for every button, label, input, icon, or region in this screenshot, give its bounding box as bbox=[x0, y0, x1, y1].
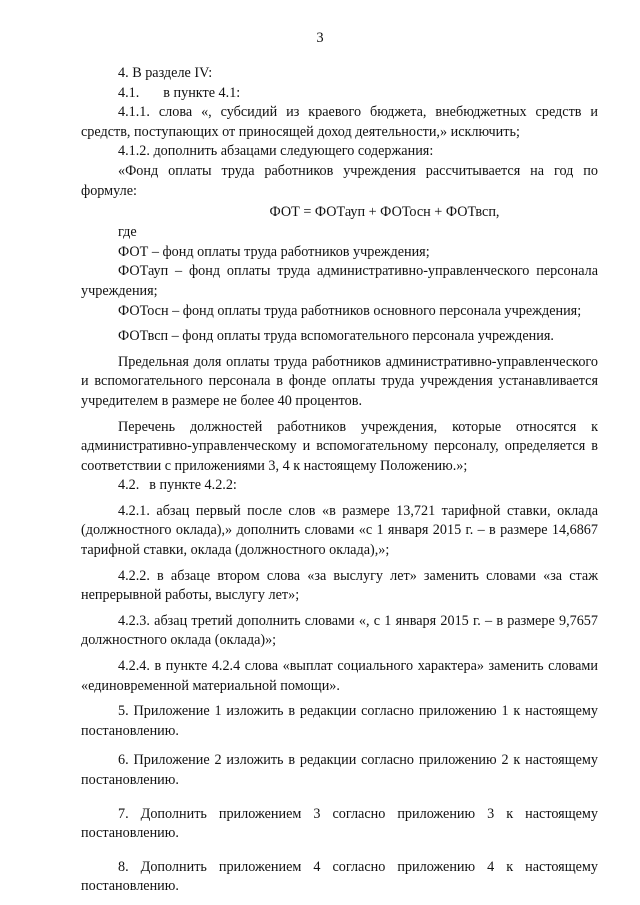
positions-list-paragraph: Перечень должностей работников учреждения, которые относятся к административно-управленческому и вспомогательному персоналу, определяется в соответствии с приложениями 3, 4 к настоящему Положению.»; bbox=[81, 418, 598, 474]
clause-8: 8. Дополнить приложением 4 согласно приложению 4 к настоящему постановлению. bbox=[81, 858, 598, 895]
clause-4-1-1: 4.1.1. слова «, субсидий из краевого бюджета, внебюджетных средств и средств, поступающих от приносящей доход деятельности,» исключить; bbox=[81, 104, 598, 140]
definition-fot-aup: ФОТауп – фонд оплаты труда административно-управленческого персонала учреждения; bbox=[81, 263, 598, 299]
clause-4-2 bbox=[81, 476, 598, 496]
document-body bbox=[81, 64, 598, 897]
clause-number: 4.2. bbox=[118, 477, 140, 494]
clause-6: 6. Приложение 2 изложить в редакции согласно приложению 2 к настоящему постановлению. bbox=[81, 752, 598, 788]
clause-text: в пункте 4.2.2: bbox=[149, 477, 237, 494]
clause-4-1-2: 4.1.2. дополнить абзацами следующего содержания: bbox=[118, 143, 434, 160]
definition-fot: ФОТ – фонд оплаты труда работников учреждения; bbox=[118, 243, 430, 260]
page-number: 3 bbox=[316, 30, 324, 46]
max-share-paragraph: Предельная доля оплаты труда работников административно-управленческого и вспомогательного персонала в фонде оплаты труда учреждения устанавливается учредителем в размере не более 40 процентов. bbox=[81, 353, 598, 409]
section-heading: 4. В разделе IV: bbox=[118, 65, 213, 81]
clause-4-2-2: 4.2.2. в абзаце втором слова «за выслугу лет» заменить словами «за стаж непрерывной работы, выслугу лет»; bbox=[81, 567, 598, 604]
definition-fot-vsp: ФОТвсп – фонд оплаты труда вспомогательного персонала учреждения. bbox=[118, 328, 554, 345]
where-label: где bbox=[118, 224, 137, 241]
clause-7: 7. Дополнить приложением 3 согласно приложению 3 к настоящему постановлению. bbox=[81, 805, 598, 842]
formula: ФОТ = ФОТауп + ФОТосн + ФОТвсп, bbox=[269, 204, 500, 221]
clause-4-2-3: 4.2.3. абзац третий дополнить словами «, с 1 января 2015 г. – в размере 9,7657 должностного оклада (оклада)»; bbox=[81, 612, 598, 649]
clause-4-2-1: 4.2.1. абзац первый после слов «в размере 13,721 тарифной ставки, оклада (должностного оклада),» дополнить словами «с 1 января 2015 г. – в размере 14,6867 тарифной ставки, оклада (должностного оклада),»; bbox=[81, 502, 598, 559]
clause-4-2-4: 4.2.4. в пункте 4.2.4 слова «выплат социального характера» заменить словами «единовременной материальной помощи». bbox=[81, 658, 598, 694]
quote-fund-paragraph: «Фонд оплаты труда работников учреждения рассчитывается на год по формуле: bbox=[81, 162, 598, 199]
clause-5: 5. Приложение 1 изложить в редакции согласно приложению 1 к настоящему постановлению. bbox=[81, 703, 598, 739]
clause-4-1 bbox=[81, 84, 598, 104]
clause-text: в пункте 4.1: bbox=[163, 84, 241, 101]
definition-fot-osn: ФОТосн – фонд оплаты труда работников основного персонала учреждения; bbox=[118, 302, 582, 319]
clause-number: 4.1. bbox=[118, 84, 140, 101]
